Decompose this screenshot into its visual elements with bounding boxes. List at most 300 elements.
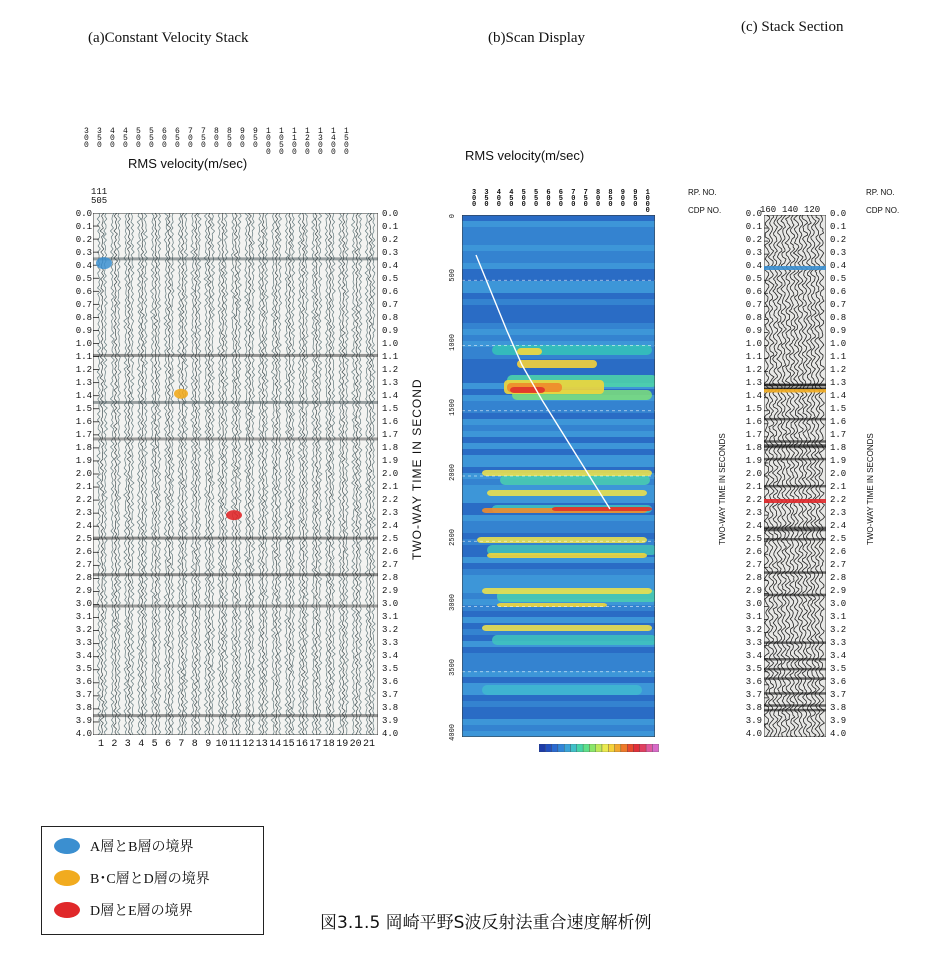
- velocity-tick-label: 1 1 0 0: [292, 127, 297, 157]
- time-tick-label: 0.9: [745, 326, 762, 336]
- time-tick-label: 2.9: [830, 586, 847, 596]
- scan-band: [462, 239, 655, 245]
- velocity-tick-label: 3 5 0: [484, 189, 489, 209]
- time-tick-label: 2.6: [75, 547, 92, 557]
- time-tick-label: 0.8: [75, 313, 92, 323]
- trace-number-label: 18: [322, 739, 335, 750]
- color-scale-cell: [558, 744, 564, 752]
- panel-c-left-time-axis: [736, 209, 762, 739]
- panel-a-title: (a)Constant Velocity Stack: [88, 30, 249, 46]
- scan-band: [462, 617, 655, 623]
- velocity-tick-label: 1 0 5 0: [279, 127, 284, 157]
- scan-band: [462, 731, 655, 737]
- time-tick-label: 1.1: [75, 352, 92, 362]
- time-tick-label: 0.3: [75, 248, 92, 258]
- panel-b-rp-label: RP. NO.: [688, 188, 717, 197]
- velocity-tick-label: 9 5 0: [253, 127, 258, 150]
- trace-number-label: 17: [309, 739, 322, 750]
- time-tick-label: 1.3: [745, 378, 762, 388]
- reflector-band: [93, 401, 378, 404]
- trace-number-label: 6: [165, 739, 172, 750]
- color-scale-cell: [539, 744, 545, 752]
- time-tick-label: 2.9: [75, 586, 92, 596]
- time-tick-label: 0.6: [75, 287, 92, 297]
- marker-red: [226, 510, 242, 520]
- panel-b-velocity-ticks: [472, 190, 657, 216]
- time-tick-label: 1000: [449, 334, 457, 351]
- time-tick-label: 0.0: [75, 209, 92, 219]
- time-tick-label: 1.6: [745, 417, 762, 427]
- time-tick-label: 1.2: [382, 365, 399, 375]
- time-tick-label: 0.5: [382, 274, 399, 284]
- reflector-band: [764, 529, 826, 532]
- time-tick-label: 3.9: [830, 716, 847, 726]
- time-tick-label: 1.9: [745, 456, 762, 466]
- panel-c-right-time-axis: [830, 209, 856, 739]
- time-tick-label: 2.7: [745, 560, 762, 570]
- scan-band: [462, 227, 655, 233]
- velocity-tick-label: 4 0 0: [496, 189, 501, 209]
- time-tick-label: 3.6: [382, 677, 399, 687]
- boundary-line-red: [764, 499, 826, 503]
- velocity-tick-label: 3 0 0: [84, 127, 89, 150]
- velocity-tick-label: 8 5 0: [608, 189, 613, 209]
- velocity-tick-label: 1 0 0 0: [266, 127, 271, 157]
- panel-a-velocity-ticks: [84, 127, 359, 157]
- time-tick-label: 2.0: [382, 469, 399, 479]
- velocity-tick-label: 1 0 0 0: [645, 189, 650, 215]
- panel-a-bottom-ticks: [93, 740, 378, 752]
- velocity-tick-label: 4 0 0: [110, 127, 115, 150]
- time-tick-label: 1.5: [382, 404, 399, 414]
- scan-band: [462, 701, 655, 707]
- scan-band: [462, 317, 655, 323]
- trace-number-label: 2: [111, 739, 118, 750]
- time-tick-label: 3.8: [75, 703, 92, 713]
- time-tick-label: 0.3: [745, 248, 762, 258]
- time-tick-label: 1.6: [75, 417, 92, 427]
- time-tick-label: 0.7: [75, 300, 92, 310]
- time-tick-label: 1.0: [745, 339, 762, 349]
- marker-yellow: [174, 389, 188, 399]
- trace-number-label: 7: [178, 739, 185, 750]
- panel-a-left-time-axis: [66, 209, 92, 739]
- reflector-band: [93, 257, 378, 260]
- time-tick-label: 1500: [449, 399, 457, 416]
- scan-band: [462, 263, 655, 269]
- time-tick-label: 0.1: [382, 222, 399, 232]
- time-tick-label: 3.9: [75, 716, 92, 726]
- time-tick-label: 3.7: [830, 690, 847, 700]
- time-tick-label: 2.8: [830, 573, 847, 583]
- high-semblance-zone: [510, 387, 545, 393]
- time-tick-label: 1.5: [830, 404, 847, 414]
- legend-label: B･C層とD層の境界: [90, 872, 210, 887]
- color-scale-cell: [545, 744, 551, 752]
- scan-band: [462, 677, 655, 683]
- time-tick-label: 0.2: [830, 235, 847, 245]
- velocity-tick-label: 1 4 0 0: [331, 127, 336, 157]
- color-scale-cell: [652, 744, 658, 752]
- time-tick-label: 0.9: [75, 326, 92, 336]
- panel-c-left-vertical-label: TWO-WAY TIME IN SECONDS: [718, 433, 727, 545]
- color-scale-cell: [640, 744, 646, 752]
- high-semblance-zone: [552, 507, 652, 511]
- velocity-tick-label: 6 5 0: [175, 127, 180, 150]
- time-tick-label: 0.4: [830, 261, 847, 271]
- time-tick-label: 2.3: [382, 508, 399, 518]
- time-tick-label: 1.9: [830, 456, 847, 466]
- scan-band: [462, 251, 655, 257]
- time-tick-label: 1.4: [745, 391, 762, 401]
- red-dot-icon: [54, 902, 80, 918]
- time-tick-label: 1.3: [75, 378, 92, 388]
- time-tick-label: 3.8: [830, 703, 847, 713]
- time-tick-label: 0.6: [830, 287, 847, 297]
- trace-number-label: 3: [124, 739, 131, 750]
- orange-dot-icon: [54, 870, 80, 886]
- scan-band: [462, 455, 655, 461]
- time-tick-label: 3.6: [75, 677, 92, 687]
- time-tick-label: 1.1: [830, 352, 847, 362]
- cdp-tick-label: 120: [804, 205, 821, 215]
- time-tick-label: 3.4: [75, 651, 92, 661]
- time-tick-label: 1.9: [382, 456, 399, 466]
- scan-band: [462, 221, 655, 227]
- time-tick-label: 3.8: [745, 703, 762, 713]
- time-tick-label: 2.1: [745, 482, 762, 492]
- color-scale-cell: [589, 744, 595, 752]
- time-tick-label: 1.0: [830, 339, 847, 349]
- color-scale-cell: [583, 744, 589, 752]
- cdp-tick-label: 160: [760, 205, 777, 215]
- scan-band: [462, 563, 655, 569]
- time-tick-label: 3.4: [830, 651, 847, 661]
- scan-band: [462, 449, 655, 455]
- time-tick-label: 0.2: [382, 235, 399, 245]
- reflector-band: [764, 538, 826, 541]
- time-tick-label: 0.6: [382, 287, 399, 297]
- time-tick-label: 1.8: [830, 443, 847, 453]
- time-tick-label: 1.7: [382, 430, 399, 440]
- time-tick-label: 1.5: [745, 404, 762, 414]
- scan-band: [462, 419, 655, 425]
- time-tick-label: 1.1: [382, 352, 399, 362]
- energy-streak: [492, 635, 655, 645]
- scan-band: [462, 323, 655, 329]
- scan-band: [462, 305, 655, 311]
- scan-band: [462, 719, 655, 725]
- time-tick-label: 2.4: [830, 521, 847, 531]
- time-tick-label: 0.0: [745, 209, 762, 219]
- velocity-tick-label: 8 5 0: [227, 127, 232, 150]
- velocity-tick-label: 7 0 0: [188, 127, 193, 150]
- time-tick-label: 1.4: [75, 391, 92, 401]
- time-tick-label: 3.4: [745, 651, 762, 661]
- color-scale-cell: [596, 744, 602, 752]
- scan-band: [462, 707, 655, 713]
- scan-band: [462, 611, 655, 617]
- color-scale-cell: [577, 744, 583, 752]
- velocity-tick-label: 8 0 0: [596, 189, 601, 209]
- time-tick-label: 3500: [449, 659, 457, 676]
- scan-band: [462, 443, 655, 449]
- trace-number-label: 12: [242, 739, 255, 750]
- velocity-tick-label: 3 0 0: [472, 189, 477, 209]
- time-tick-label: 2.0: [745, 469, 762, 479]
- reflector-band: [764, 384, 826, 387]
- scan-band: [462, 245, 655, 251]
- trace-number-label: 8: [191, 739, 198, 750]
- reflector-band: [764, 418, 826, 421]
- color-scale-cell: [571, 744, 577, 752]
- time-tick-label: 3.9: [745, 716, 762, 726]
- time-tick-label: 1.6: [382, 417, 399, 427]
- scan-band: [462, 335, 655, 341]
- time-tick-label: 2.6: [830, 547, 847, 557]
- scan-band: [462, 461, 655, 467]
- scan-band: [462, 515, 655, 521]
- color-scale-cell: [621, 744, 627, 752]
- time-tick-label: 500: [449, 269, 457, 282]
- velocity-tick-label: 5 0 0: [136, 127, 141, 150]
- velocity-tick-label: 9 0 0: [620, 189, 625, 209]
- time-tick-label: 3.5: [830, 664, 847, 674]
- panel-b-cdp-label: CDP NO.: [688, 206, 722, 215]
- velocity-tick-label: 7 5 0: [583, 189, 588, 209]
- time-tick-label: 3.5: [745, 664, 762, 674]
- time-tick-label: 2.2: [745, 495, 762, 505]
- time-tick-label: 2.7: [75, 560, 92, 570]
- time-tick-label: 2.8: [745, 573, 762, 583]
- trace-number-label: 9: [205, 739, 212, 750]
- panel-b-time-axis: [446, 214, 460, 741]
- velocity-tick-label: 5 5 0: [534, 189, 539, 209]
- time-tick-label: 2.9: [745, 586, 762, 596]
- time-tick-label: 4.0: [382, 729, 399, 739]
- time-tick-label: 3.0: [830, 599, 847, 609]
- time-tick-label: 3.6: [830, 677, 847, 687]
- time-tick-label: 2.6: [745, 547, 762, 557]
- time-tick-label: 2.9: [382, 586, 399, 596]
- time-tick-label: 2.8: [382, 573, 399, 583]
- figure-caption: 図3.1.5 岡崎平野S波反射法重合速度解析例: [320, 913, 652, 933]
- time-tick-label: 0.7: [830, 300, 847, 310]
- time-tick-label: 0.4: [382, 261, 399, 271]
- legend-label: D層とE層の境界: [90, 904, 193, 919]
- time-tick-label: 3.0: [382, 599, 399, 609]
- scan-band: [462, 233, 655, 239]
- boundary-line-yellow: [764, 389, 826, 393]
- panel-a-vertical-label: TWO-WAY TIME IN SECOND: [410, 378, 424, 560]
- scan-band: [462, 569, 655, 575]
- reflector-band: [93, 605, 378, 608]
- scan-band: [462, 695, 655, 701]
- time-tick-label: 4000: [449, 724, 457, 741]
- panel-a-axis-label: RMS velocity(m/sec): [128, 156, 248, 171]
- velocity-tick-label: 5 5 0: [149, 127, 154, 150]
- velocity-tick-label: 1 5 0 0: [344, 127, 349, 157]
- blue-dot-icon: [54, 838, 80, 854]
- time-tick-label: 2.3: [830, 508, 847, 518]
- trace-number-label: 19: [336, 739, 349, 750]
- time-tick-label: 2.4: [382, 521, 399, 531]
- velocity-tick-label: 4 5 0: [509, 189, 514, 209]
- trace-number-label: 4: [138, 739, 145, 750]
- time-tick-label: 1.3: [830, 378, 847, 388]
- velocity-tick-label: 6 0 0: [546, 189, 551, 209]
- scan-band: [462, 437, 655, 443]
- time-tick-label: 1.7: [745, 430, 762, 440]
- time-tick-label: 0.9: [830, 326, 847, 336]
- trace-number-label: 20: [349, 739, 362, 750]
- time-tick-label: 1.9: [75, 456, 92, 466]
- velocity-tick-label: 6 0 0: [162, 127, 167, 150]
- legend-box: [41, 826, 264, 935]
- panel-c-rp-label: RP. NO.: [866, 188, 895, 197]
- legend-item-bc-d: [42, 862, 263, 894]
- scan-band: [462, 293, 655, 299]
- time-tick-label: 0.4: [745, 261, 762, 271]
- trace-number-label: 10: [215, 739, 228, 750]
- reflector-band: [764, 658, 826, 661]
- color-scale-cell: [615, 744, 621, 752]
- time-tick-label: 2.7: [830, 560, 847, 570]
- time-tick-label: 0.0: [382, 209, 399, 219]
- time-tick-label: 3.9: [382, 716, 399, 726]
- reflector-band: [764, 677, 826, 680]
- time-tick-label: 1.7: [75, 430, 92, 440]
- time-tick-label: 1.1: [745, 352, 762, 362]
- velocity-tick-label: 3 5 0: [97, 127, 102, 150]
- time-tick-label: 1.8: [75, 443, 92, 453]
- velocity-tick-label: 9 5 0: [633, 189, 638, 209]
- reflector-band: [764, 641, 826, 644]
- time-tick-label: 2.8: [75, 573, 92, 583]
- time-tick-label: 2.6: [382, 547, 399, 557]
- trace-number-label: 11: [229, 739, 242, 750]
- scan-band: [462, 269, 655, 275]
- high-semblance-zone: [517, 348, 542, 355]
- scan-band: [462, 527, 655, 533]
- scan-band: [462, 311, 655, 317]
- time-tick-label: 2500: [449, 529, 457, 546]
- velocity-tick-label: 7 5 0: [201, 127, 206, 150]
- scan-band: [462, 257, 655, 263]
- color-scale-cell: [646, 744, 652, 752]
- velocity-tick-label: 1 2 0 0: [305, 127, 310, 157]
- time-tick-label: 0.2: [75, 235, 92, 245]
- time-tick-label: 3.6: [745, 677, 762, 687]
- panel-b-title: (b)Scan Display: [488, 30, 586, 46]
- velocity-tick-label: 4 5 0: [123, 127, 128, 150]
- time-tick-label: 2.5: [75, 534, 92, 544]
- time-tick-label: 0.8: [830, 313, 847, 323]
- trace-number-label: 21: [363, 739, 376, 750]
- scan-band: [462, 581, 655, 587]
- scan-band: [462, 713, 655, 719]
- time-tick-label: 1.4: [382, 391, 399, 401]
- legend-item-a-b: [42, 830, 263, 862]
- time-tick-label: 3.3: [75, 638, 92, 648]
- time-tick-label: 2.2: [75, 495, 92, 505]
- trace-number-label: 13: [255, 739, 268, 750]
- time-tick-label: 2.2: [830, 495, 847, 505]
- time-tick-label: 2.7: [382, 560, 399, 570]
- trace-number-label: 15: [282, 739, 295, 750]
- time-tick-label: 2.5: [745, 534, 762, 544]
- time-tick-label: 4.0: [830, 729, 847, 739]
- time-tick-label: 0.1: [745, 222, 762, 232]
- color-scale-cell: [608, 744, 614, 752]
- time-tick-label: 2.1: [75, 482, 92, 492]
- cdp-tick-label: 140: [782, 205, 799, 215]
- time-tick-label: 3.3: [382, 638, 399, 648]
- time-tick-label: 3.1: [830, 612, 847, 622]
- time-tick-label: 3.5: [75, 664, 92, 674]
- energy-streak: [482, 685, 642, 695]
- time-tick-label: 1.8: [745, 443, 762, 453]
- reflector-band: [93, 537, 378, 540]
- time-tick-label: 0.9: [382, 326, 399, 336]
- time-tick-label: 1.2: [745, 365, 762, 375]
- time-tick-label: 3.0: [75, 599, 92, 609]
- scan-band: [462, 497, 655, 503]
- time-tick-label: 2.5: [382, 534, 399, 544]
- time-tick-label: 3.7: [745, 690, 762, 700]
- reflector-band: [764, 704, 826, 707]
- panel-c-right-vertical-label: TWO-WAY TIME IN SECONDS: [866, 433, 875, 545]
- time-tick-label: 1.2: [830, 365, 847, 375]
- energy-streak: [500, 475, 650, 485]
- reflector-band: [764, 668, 826, 671]
- time-tick-label: 1.0: [75, 339, 92, 349]
- time-tick-label: 3.1: [75, 612, 92, 622]
- time-tick-label: 0.7: [745, 300, 762, 310]
- time-tick-label: 0.0: [830, 209, 847, 219]
- time-tick-label: 0.1: [830, 222, 847, 232]
- reflector-band: [93, 354, 378, 357]
- high-semblance-zone: [482, 470, 652, 476]
- time-tick-label: 4.0: [745, 729, 762, 739]
- high-semblance-zone: [477, 537, 647, 543]
- time-tick-label: 1.7: [830, 430, 847, 440]
- time-tick-label: 0.3: [830, 248, 847, 258]
- scan-band: [462, 401, 655, 407]
- velocity-tick-label: 5 0 0: [521, 189, 526, 209]
- trace-number-label: 14: [269, 739, 282, 750]
- trace-number-label: 1: [98, 739, 105, 750]
- velocity-tick-label: 7 0 0: [571, 189, 576, 209]
- color-scale-cell: [634, 744, 640, 752]
- panel-c-cdp-label: CDP NO.: [866, 206, 900, 215]
- time-tick-label: 2.5: [830, 534, 847, 544]
- scan-band: [462, 431, 655, 437]
- time-tick-label: 3.7: [382, 690, 399, 700]
- time-tick-label: 2.3: [745, 508, 762, 518]
- time-tick-label: 2000: [449, 464, 457, 481]
- high-semblance-zone: [517, 360, 597, 368]
- time-tick-label: 2.1: [830, 482, 847, 492]
- color-scale-cell: [552, 744, 558, 752]
- color-scale-cell: [602, 744, 608, 752]
- time-tick-label: 1.5: [75, 404, 92, 414]
- reflector-band: [93, 714, 378, 717]
- scan-band: [462, 647, 655, 653]
- time-tick-label: 1.8: [382, 443, 399, 453]
- time-tick-label: 0.5: [830, 274, 847, 284]
- time-tick-label: 0.5: [745, 274, 762, 284]
